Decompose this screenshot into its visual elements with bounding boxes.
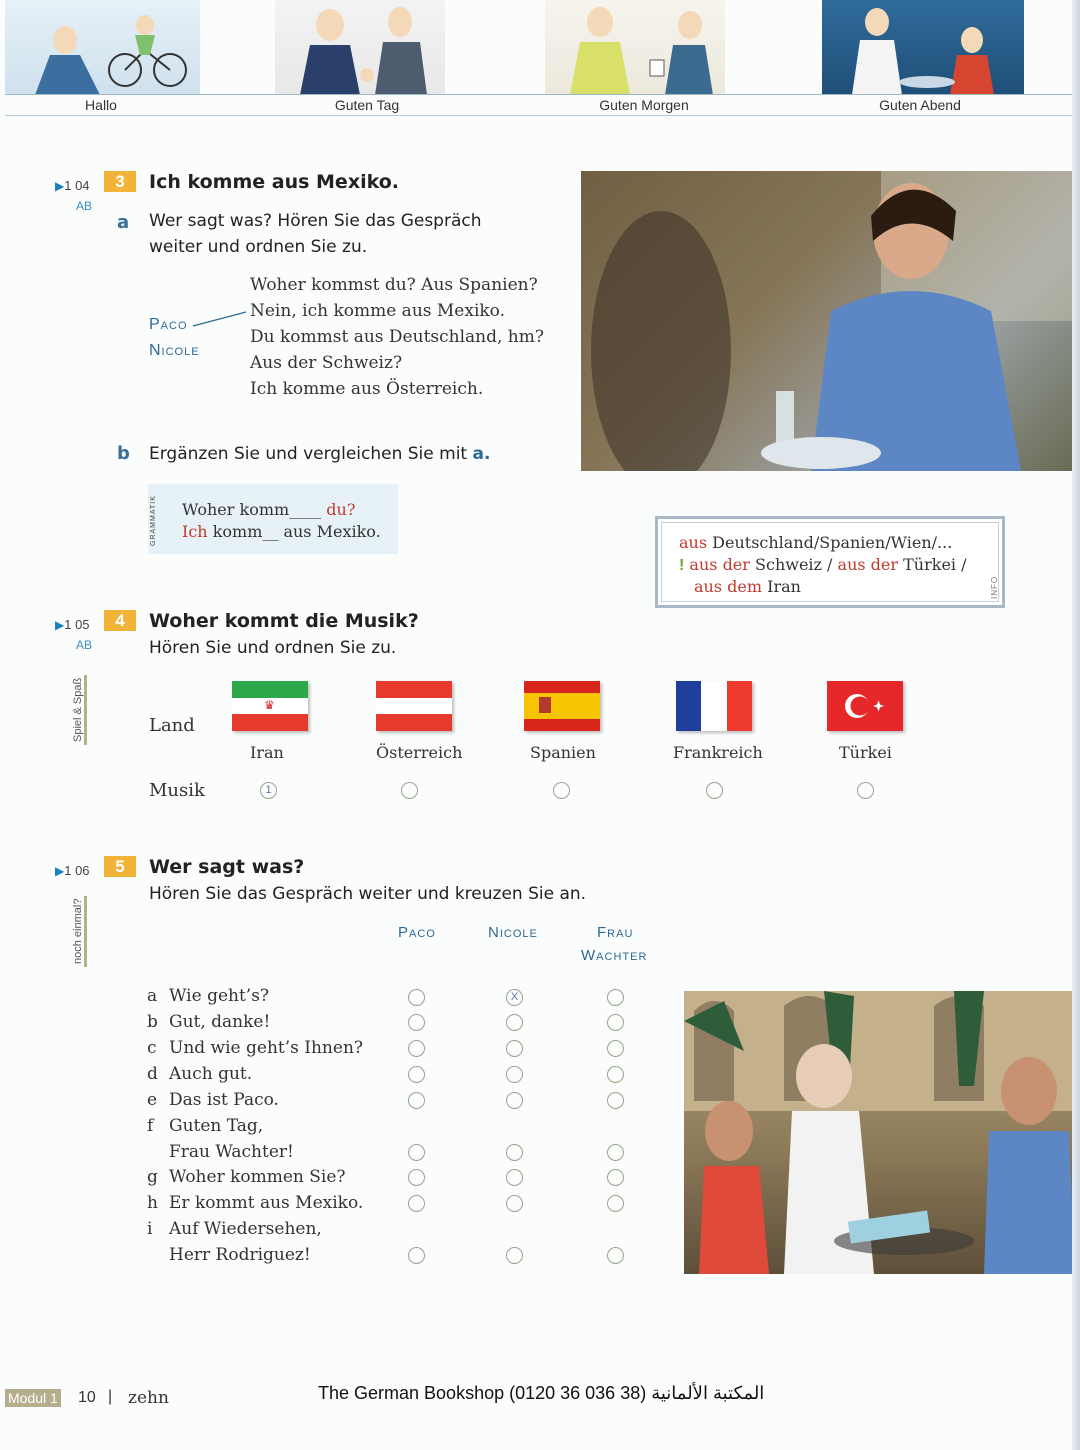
grammar-blank-2[interactable]: __ (262, 522, 279, 541)
dinner-illustration (822, 0, 1024, 95)
grammar-box (148, 484, 398, 554)
statement-text-b: Gut, danke! (169, 1012, 271, 1032)
checkbox-a-paco[interactable] (408, 989, 425, 1006)
ab-reference: AB (76, 638, 93, 652)
footer-separator: | (108, 1388, 113, 1405)
iran-emblem-icon: ♛ (264, 698, 275, 712)
info-aus-der-2: aus der (837, 555, 899, 574)
grammar-aus-mexiko: aus Mexiko. (283, 522, 381, 541)
track-number: 1 05 (64, 617, 90, 632)
checkbox-h-nicole[interactable] (506, 1195, 523, 1212)
flag-frankreich (676, 681, 752, 731)
task-a-instruction-1: Wer sagt was? Hören Sie das Gespräch (149, 211, 482, 231)
handshake-illustration (275, 0, 445, 95)
exercise-subtitle: Hören Sie das Gespräch weiter und kreuzen Sie an. (149, 884, 587, 904)
coffee-illustration (545, 0, 725, 95)
statement-letter-g: g (147, 1167, 158, 1187)
label-guten-morgen: Guten Morgen (599, 97, 689, 113)
checkbox-d-paco[interactable] (408, 1066, 425, 1083)
checkbox-g-frau-wachter[interactable] (607, 1169, 624, 1186)
strip-divider-bottom (5, 115, 1075, 116)
statement-text-f: Guten Tag, (169, 1116, 264, 1136)
exercise-subtitle: Hören Sie und ordnen Sie zu. (149, 638, 397, 658)
checkbox-i-paco[interactable] (408, 1247, 425, 1264)
column-paco: Paco (398, 924, 436, 941)
land-label: Land (149, 715, 195, 736)
statement-letter-b: b (147, 1012, 158, 1032)
info-schweiz: Schweiz / (755, 555, 833, 574)
audio-track-1-04[interactable] (55, 178, 90, 193)
flag-oesterreich (376, 681, 452, 731)
scene-guten-abend-illustration (822, 0, 1024, 95)
country-spanien: Spanien (530, 743, 596, 762)
task-b-text: Ergänzen Sie und vergleichen Sie mit (149, 444, 468, 464)
statement-letter-d: d (147, 1064, 158, 1084)
dialog-line-4: Aus der Schweiz? (250, 353, 403, 373)
grammar-tab-label: GRAMMATIK (150, 495, 157, 546)
audio-track-1-05[interactable] (55, 617, 90, 632)
checkbox-a-nicole[interactable]: X (506, 989, 523, 1006)
statement-text-g: Woher kommen Sie? (169, 1167, 346, 1187)
exercise-number: 4 (104, 610, 136, 631)
statement-text-a: Wie geht’s? (169, 986, 270, 1006)
checkbox-e-nicole[interactable] (506, 1092, 523, 1109)
column-wachter: Wachter (581, 947, 648, 964)
country-oesterreich: Österreich (376, 743, 463, 762)
task-letter-b: b (117, 443, 130, 464)
musik-answer-spanien[interactable] (553, 782, 570, 799)
exercise-title: Woher kommt die Musik? (149, 610, 419, 632)
checkbox-e-paco[interactable] (408, 1092, 425, 1109)
statement-letter-e: e (147, 1090, 158, 1110)
grammar-blank-1[interactable]: ____ (289, 500, 322, 519)
scene-hallo-illustration (5, 0, 200, 95)
grammar-komm: komm (212, 522, 263, 541)
play-icon: ▶ (55, 864, 65, 878)
cyclist-illustration (5, 0, 200, 95)
dialog-line-5: Ich komme aus Österreich. (250, 379, 484, 399)
checkbox-f-frau-wachter[interactable] (607, 1144, 624, 1161)
musik-answer-oesterreich[interactable] (401, 782, 418, 799)
statement-text-f-cont: Frau Wachter! (169, 1142, 294, 1162)
checkbox-c-frau-wachter[interactable] (607, 1040, 624, 1057)
side-tab-noch-einmal: noch einmal? (72, 896, 87, 967)
speaker-paco: Paco (149, 316, 188, 333)
grammar-line-1 (182, 500, 355, 519)
grammar-ich: Ich (182, 522, 208, 541)
statement-text-h: Er kommt aus Mexiko. (169, 1193, 364, 1213)
task-b-ref: a. (472, 444, 491, 464)
info-aus-der-1: aus der (689, 555, 750, 574)
page-number: 10 (78, 1389, 96, 1406)
exercise-title: Wer sagt was? (149, 856, 305, 878)
statement-text-i: Auf Wiedersehen, (169, 1219, 322, 1239)
statement-text-e: Das ist Paco. (169, 1090, 279, 1110)
modul-badge: Modul 1 (5, 1389, 61, 1407)
checkbox-g-paco[interactable] (408, 1169, 425, 1186)
exercise-title: Ich komme aus Mexiko. (149, 171, 399, 193)
side-tab-spiel-spass: Spiel & Spaß (72, 675, 87, 745)
checkbox-f-nicole[interactable] (506, 1144, 523, 1161)
page-edge (1072, 0, 1080, 1450)
statement-text-c: Und wie geht’s Ihnen? (169, 1038, 364, 1058)
bookshop-watermark: The German Bookshop (0120 36 036 38) المكتبة الألمانية (318, 1383, 765, 1403)
checkbox-b-frau-wachter[interactable] (607, 1014, 624, 1031)
musik-label: Musik (149, 780, 205, 801)
statement-text-d: Auch gut. (169, 1064, 253, 1084)
crescent-star-icon (827, 681, 903, 731)
audio-track-1-06[interactable] (55, 863, 90, 878)
photo-paco (581, 171, 1075, 471)
grammar-line-2 (182, 522, 381, 541)
cafe-photo-illustration (684, 991, 1075, 1274)
info-line-2 (679, 555, 967, 575)
man-photo-illustration (581, 171, 1075, 471)
info-box (655, 516, 1005, 608)
exercise-number: 5 (104, 856, 136, 877)
info-line-1 (679, 533, 952, 552)
play-icon: ▶ (55, 179, 65, 193)
checkbox-g-nicole[interactable] (506, 1169, 523, 1186)
task-b-instruction (149, 441, 490, 467)
checkbox-d-nicole[interactable] (506, 1066, 523, 1083)
musik-answer-tuerkei[interactable] (857, 782, 874, 799)
flag-iran (232, 681, 308, 731)
column-nicole: Nicole (488, 924, 538, 941)
track-number: 1 04 (64, 178, 90, 193)
statement-letter-c: c (147, 1038, 157, 1058)
match-line (191, 308, 251, 328)
strip-divider (5, 94, 1075, 95)
ab-reference: AB (76, 199, 93, 213)
checkbox-c-nicole[interactable] (506, 1040, 523, 1057)
checkbox-i-nicole[interactable] (506, 1247, 523, 1264)
page-word: zehn (128, 1388, 169, 1408)
grammar-woher-komm: Woher komm (182, 500, 290, 519)
info-line-3 (694, 577, 801, 596)
statement-letter-i: i (147, 1219, 153, 1239)
column-frau: Frau (597, 924, 634, 941)
exclamation-icon: ! (679, 557, 685, 574)
exercise-number: 3 (104, 171, 136, 192)
info-tuerkei: Türkei / (903, 555, 967, 574)
dialog-line-1: Woher kommst du? Aus Spanien? (250, 275, 538, 295)
checkbox-h-paco[interactable] (408, 1195, 425, 1212)
checkbox-c-paco[interactable] (408, 1040, 425, 1057)
checkbox-a-frau-wachter[interactable] (607, 989, 624, 1006)
info-iran: Iran (767, 577, 801, 596)
scene-guten-morgen-illustration (545, 0, 725, 95)
info-aus-dem: aus dem (694, 577, 763, 596)
photo-cafe-group (684, 991, 1075, 1274)
country-tuerkei: Türkei (839, 743, 892, 762)
scene-guten-tag-illustration (275, 0, 445, 95)
statement-letter-h: h (147, 1193, 158, 1213)
dialog-line-2: Nein, ich komme aus Mexiko. (250, 301, 506, 321)
play-icon: ▶ (55, 618, 65, 632)
label-guten-tag: Guten Tag (334, 97, 400, 113)
country-iran: Iran (250, 743, 284, 762)
checkbox-i-frau-wachter[interactable] (607, 1247, 624, 1264)
speaker-nicole: Nicole (149, 342, 200, 359)
spain-coat-of-arms-icon (539, 697, 551, 713)
checkbox-e-frau-wachter[interactable] (607, 1092, 624, 1109)
statement-letter-a: a (147, 986, 158, 1006)
track-number: 1 06 (64, 863, 90, 878)
grammar-du: du? (326, 500, 356, 519)
label-guten-abend: Guten Abend (879, 97, 961, 113)
checkbox-f-paco[interactable] (408, 1144, 425, 1161)
musik-answer-iran[interactable]: 1 (260, 782, 277, 799)
info-countries: Deutschland/Spanien/Wien/... (712, 533, 953, 552)
checkbox-h-frau-wachter[interactable] (607, 1195, 624, 1212)
musik-answer-frankreich[interactable] (706, 782, 723, 799)
label-hallo: Hallo (85, 97, 117, 113)
flag-spanien (524, 681, 600, 731)
task-letter-a: a (117, 212, 130, 233)
statement-text-i-cont: Herr Rodriguez! (169, 1245, 311, 1265)
statement-letter-f: f (147, 1116, 154, 1136)
flag-tuerkei (827, 681, 903, 731)
country-frankreich: Frankreich (673, 743, 763, 762)
task-a-instruction-2: weiter und ordnen Sie zu. (149, 237, 368, 257)
checkbox-b-nicole[interactable] (506, 1014, 523, 1031)
greeting-strip (0, 0, 1080, 118)
dialog-line-3: Du kommst aus Deutschland, hm? (250, 327, 544, 347)
info-aus: aus (679, 533, 708, 552)
checkbox-b-paco[interactable] (408, 1014, 425, 1031)
checkbox-d-frau-wachter[interactable] (607, 1066, 624, 1083)
info-tab-label: INFO (990, 575, 999, 599)
